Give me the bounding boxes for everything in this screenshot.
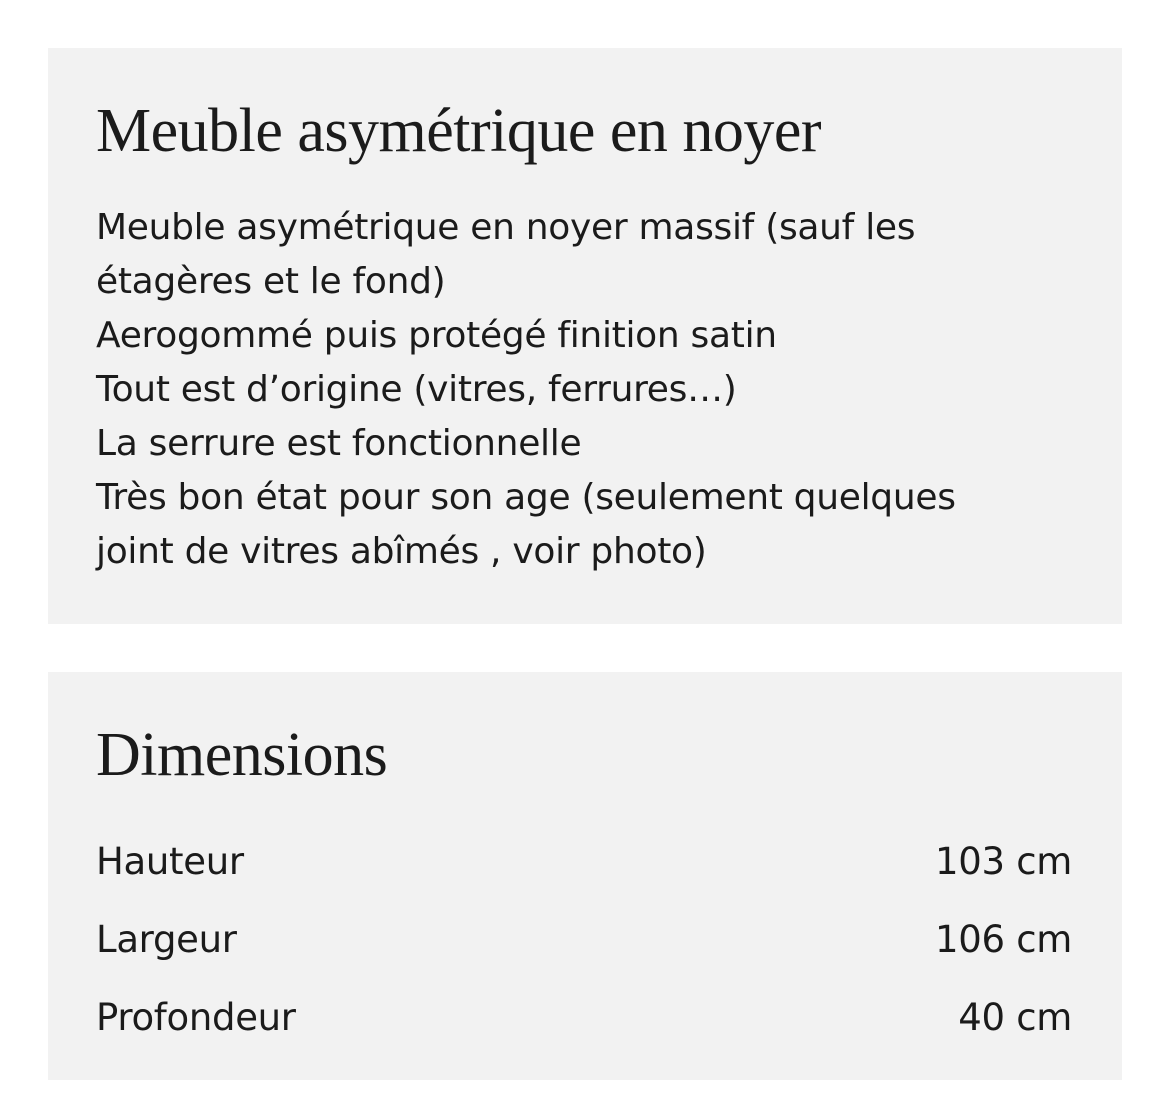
dimensions-title: Dimensions (96, 721, 388, 789)
description-card (48, 48, 1122, 624)
dimensions-list (96, 822, 1072, 1056)
dimension-label: Largeur (96, 917, 237, 961)
description-line: Tout est d’origine (vitres, ferrures…) (96, 369, 737, 410)
dimension-row-depth (96, 978, 1072, 1056)
description-line: Meuble asymétrique en noyer massif (sauf les (96, 207, 916, 248)
description-title: Meuble asymétrique en noyer (96, 97, 822, 165)
dimension-row-width (96, 900, 1072, 978)
description-text (96, 201, 1076, 579)
dimension-row-height (96, 822, 1072, 900)
description-line: Très bon état pour son age (seulement quelques (96, 477, 956, 518)
description-line: joint de vitres abîmés , voir photo) (96, 531, 707, 572)
description-line: étagères et le fond) (96, 261, 446, 302)
description-line: La serrure est fonctionnelle (96, 423, 582, 464)
dimension-label: Hauteur (96, 839, 244, 883)
description-line: Aerogommé puis protégé finition satin (96, 315, 777, 356)
dimensions-card (48, 672, 1122, 1080)
dimension-value: 103 cm (935, 839, 1072, 883)
dimension-value: 106 cm (935, 917, 1072, 961)
dimension-value: 40 cm (958, 995, 1072, 1039)
dimension-label: Profondeur (96, 995, 296, 1039)
